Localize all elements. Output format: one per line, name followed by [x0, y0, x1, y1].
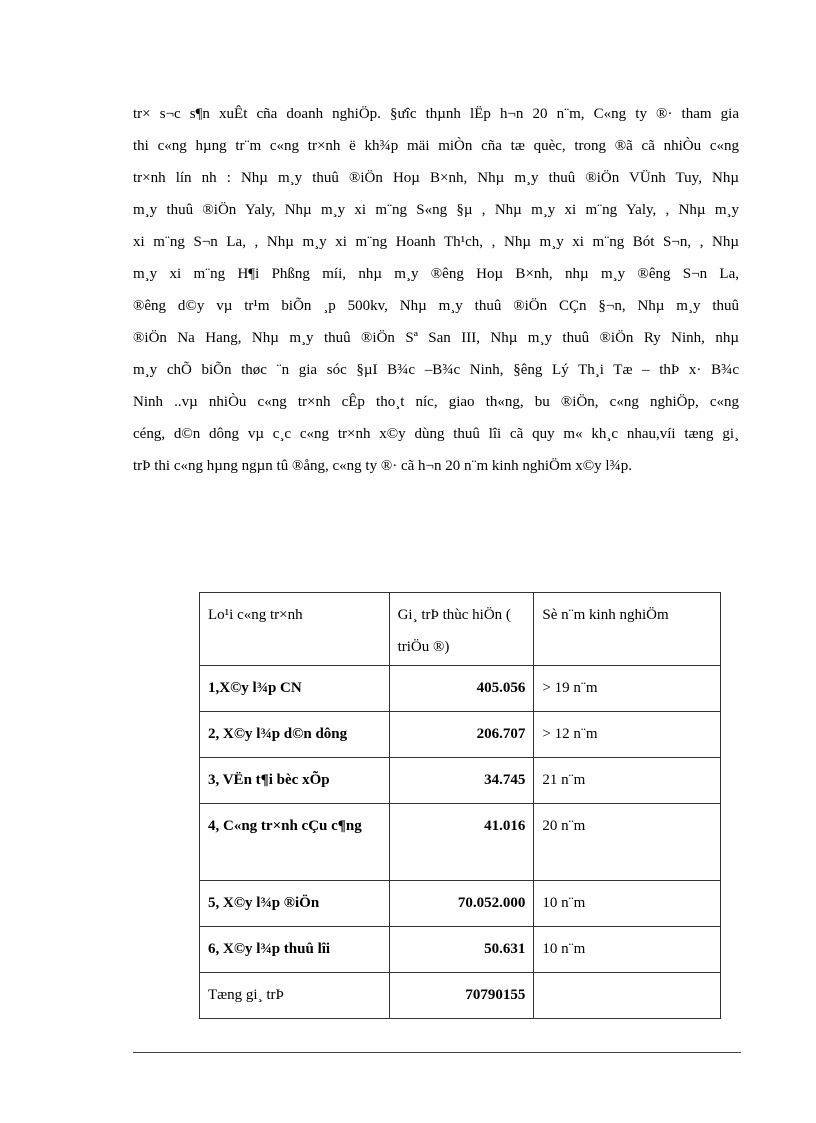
cell-type: 1,X©y l¾p CN [200, 666, 390, 712]
paragraph-line: céng, d©n dông vµ c¸c c«ng tr×nh x©y dùng thuû lîi cã quy m« kh¸c nhau,víi tæng gi¸ [133, 426, 739, 442]
cell-years: 21 n¨m [534, 758, 721, 804]
table-row [200, 758, 721, 804]
cell-value: 34.745 [389, 758, 534, 804]
paragraph-line: trÞ thi c«ng hµng ngµn tû ®ång, c«ng ty ®· cã h¬n 20 n¨m kinh nghiÖm x©y l¾p. [133, 458, 633, 474]
cell-type: 4, C«ng tr×nh cÇu c¶ng [200, 804, 390, 881]
paragraph-line: ®iÖn Na Hang, Nhµ m¸y thuû ®iÖn Sª San III, Nhµ m¸y thuû ®iÖn Ry Ninh, nhµ [133, 330, 739, 346]
table-row [200, 927, 721, 973]
cell-value: 50.631 [389, 927, 534, 973]
paragraph-line: m¸y xi m¨ng H¶i Phßng míi, nhµ m¸y ®êng Hoµ B×nh, nhµ m¸y ®êng S¬n La, [133, 266, 739, 282]
cell-type: 3, VËn t¶i bèc xÕp [200, 758, 390, 804]
cell-type: 2, X©y l¾p d©n dông [200, 712, 390, 758]
cell-total-years [534, 973, 721, 1019]
paragraph-line: Ninh ..vµ nhiÒu c«ng tr×nh cÊp tho¸t níc, giao th«ng, bu ®iÖn, c«ng nghiÖp, c«ng [133, 394, 739, 410]
paragraph-line: thi c«ng hµng tr¨m c«ng tr×nh ë kh¾p mäi miÒn cña tæ quèc, trong ®ã cã nhiÒu c«ng [133, 138, 739, 154]
table-row [200, 881, 721, 927]
table-row [200, 804, 721, 881]
cell-value: 41.016 [389, 804, 534, 881]
cell-years: 10 n¨m [534, 881, 721, 927]
header-type: Lo¹i c«ng tr×nh [200, 593, 390, 666]
table-row [200, 666, 721, 712]
cell-total-value: 70790155 [389, 973, 534, 1019]
paragraph-line: xi m¨ng S¬n La, , Nhµ m¸y xi m¨ng Hoanh Th¹ch, , Nhµ m¸y xi m¨ng Bót S¬n, , Nhµ [133, 234, 739, 250]
experience-table [199, 592, 721, 1019]
paragraph-line: tr×nh lín nh : Nhµ m¸y thuû ®iÖn Hoµ B×nh, Nhµ m¸y thuû ®iÖn VÜnh Tuy, Nhµ [133, 170, 739, 186]
footer-divider [133, 1052, 741, 1053]
cell-type: 6, X©y l¾p thuû lîi [200, 927, 390, 973]
cell-years: > 12 n¨m [534, 712, 721, 758]
table-header-row [200, 593, 721, 666]
paragraph-line: m¸y thuû ®iÖn Yaly, Nhµ m¸y xi m¨ng S«ng §µ , Nhµ m¸y xi m¨ng Yaly, , Nhµ m¸y [133, 202, 739, 218]
cell-years: 10 n¨m [534, 927, 721, 973]
header-value: Gi¸ trÞ thùc hiÖn ( triÖu ®) [389, 593, 534, 666]
paragraph-line: tr× s¬c s¶n xuÊt cña doanh nghiÖp. §ưîc thµnh lËp h¬n 20 n¨m, C«ng ty ®· tham gia [133, 106, 739, 122]
cell-years: 20 n¨m [534, 804, 721, 881]
cell-value: 70.052.000 [389, 881, 534, 927]
table-total-row [200, 973, 721, 1019]
cell-type: 5, X©y l¾p ®iÖn [200, 881, 390, 927]
header-years: Sè n¨m kinh nghiÖm [534, 593, 721, 666]
cell-total-label: Tæng gi¸ trÞ [200, 973, 390, 1019]
cell-value: 405.056 [389, 666, 534, 712]
paragraph-line: ®êng d©y vµ tr¹m biÕn ¸p 500kv, Nhµ m¸y thuû ®iÖn CÇn §¬n, Nhµ m¸y thuû [133, 298, 739, 314]
table-row [200, 712, 721, 758]
body-paragraph [133, 98, 739, 482]
paragraph-line: m¸y chÕ biÕn thøc ¨n gia sóc §µI B¾c –B¾c Ninh, §êng Lý Th¸i Tæ – thÞ x· B¾c [133, 362, 739, 378]
cell-years: > 19 n¨m [534, 666, 721, 712]
cell-value: 206.707 [389, 712, 534, 758]
